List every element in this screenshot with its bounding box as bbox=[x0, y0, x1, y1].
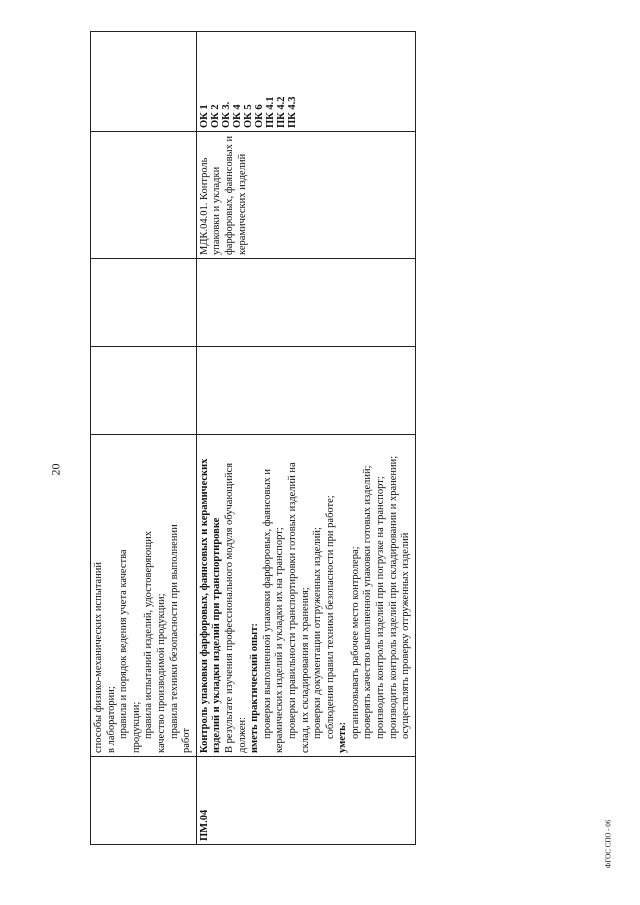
competency-code: ОК 3. bbox=[220, 101, 232, 128]
continuation-line: качество производимой продукции; bbox=[155, 593, 167, 753]
mdk-cell: МДК.04.01. Контроль упаковки и укладки фарфоровых, фаянсовых и керамических изделий bbox=[196, 132, 415, 259]
practice-item: проверки документации отгруженных изделий; bbox=[312, 527, 324, 739]
skills-item: производить контроль изделий при погрузке на транспорт; bbox=[375, 476, 387, 739]
continuation-line: правила техники безопасности при выполнении bbox=[168, 524, 180, 739]
competency-code: ПК 4.3 bbox=[286, 96, 298, 128]
module-code: ПМ.04 bbox=[196, 757, 415, 845]
footer-code: ФГОС СПО - 06 bbox=[604, 819, 613, 869]
continuation-line: правила испытаний изделий, удостоверяющих bbox=[143, 531, 155, 739]
skills-item: осуществлять проверку отгруженных изделий bbox=[400, 532, 412, 739]
skills-item: организовывать рабочее место контролера; bbox=[349, 546, 361, 739]
cell-competencies-empty bbox=[91, 32, 197, 132]
competency-code: ОК 4 bbox=[231, 104, 243, 128]
continuation-line: способы физико-механических испытаний bbox=[93, 561, 104, 753]
competency-code: ОК 5 bbox=[242, 104, 254, 128]
cell-empty bbox=[91, 347, 197, 435]
cell-code-empty bbox=[91, 757, 197, 845]
rotated-table-area bbox=[90, 32, 412, 845]
curriculum-table bbox=[90, 31, 416, 845]
skills-heading: уметь: bbox=[337, 721, 349, 753]
module-intro: В результате изучения профессионального модуля обучающийся должен: bbox=[223, 462, 248, 753]
skills-item: проверять качество выполненной упаковки готовых изделий; bbox=[362, 465, 374, 739]
continuation-line: правила и порядок ведения учета качества bbox=[118, 549, 130, 739]
competencies-cell bbox=[196, 32, 415, 132]
skills-item: производить контроль изделий при складировании и хранении; bbox=[387, 455, 399, 739]
cell-continuation bbox=[91, 435, 197, 757]
competency-code: ОК 2 bbox=[209, 104, 221, 128]
table-row-module bbox=[196, 32, 415, 845]
competency-code: ОК 1 bbox=[198, 104, 210, 128]
competency-code: ОК 6 bbox=[253, 104, 265, 128]
continuation-line: продукции; bbox=[130, 701, 142, 753]
practice-heading: иметь практический опыт: bbox=[249, 623, 261, 753]
cell-empty bbox=[196, 259, 415, 347]
cell-empty bbox=[91, 259, 197, 347]
continuation-line: работ bbox=[181, 728, 193, 753]
module-title: Контроль упаковки фарфоровых, фаянсовых и керамических изделий и укладки изделий при транспортировке bbox=[198, 458, 223, 753]
practice-item: проверки правильности транспортировки готовых изделий на склад, их складирования и хранения; bbox=[286, 462, 311, 753]
cell-mdk-empty bbox=[91, 132, 197, 259]
practice-item: проверки выполненной упаковки фарфоровых, фаянсовых и керамических изделий и укладки их на транспорт; bbox=[261, 468, 286, 753]
continuation-line: в лаборатории; bbox=[105, 686, 117, 753]
competency-code: ПК 4.1 bbox=[264, 96, 276, 128]
practice-item: соблюдения правил техники безопасности при работе; bbox=[324, 495, 336, 739]
table-row-continuation bbox=[91, 32, 197, 845]
page-number: 20 bbox=[48, 463, 63, 476]
cell-empty bbox=[196, 347, 415, 435]
cell-module-content bbox=[196, 435, 415, 757]
competency-code: ПК 4.2 bbox=[275, 96, 287, 128]
